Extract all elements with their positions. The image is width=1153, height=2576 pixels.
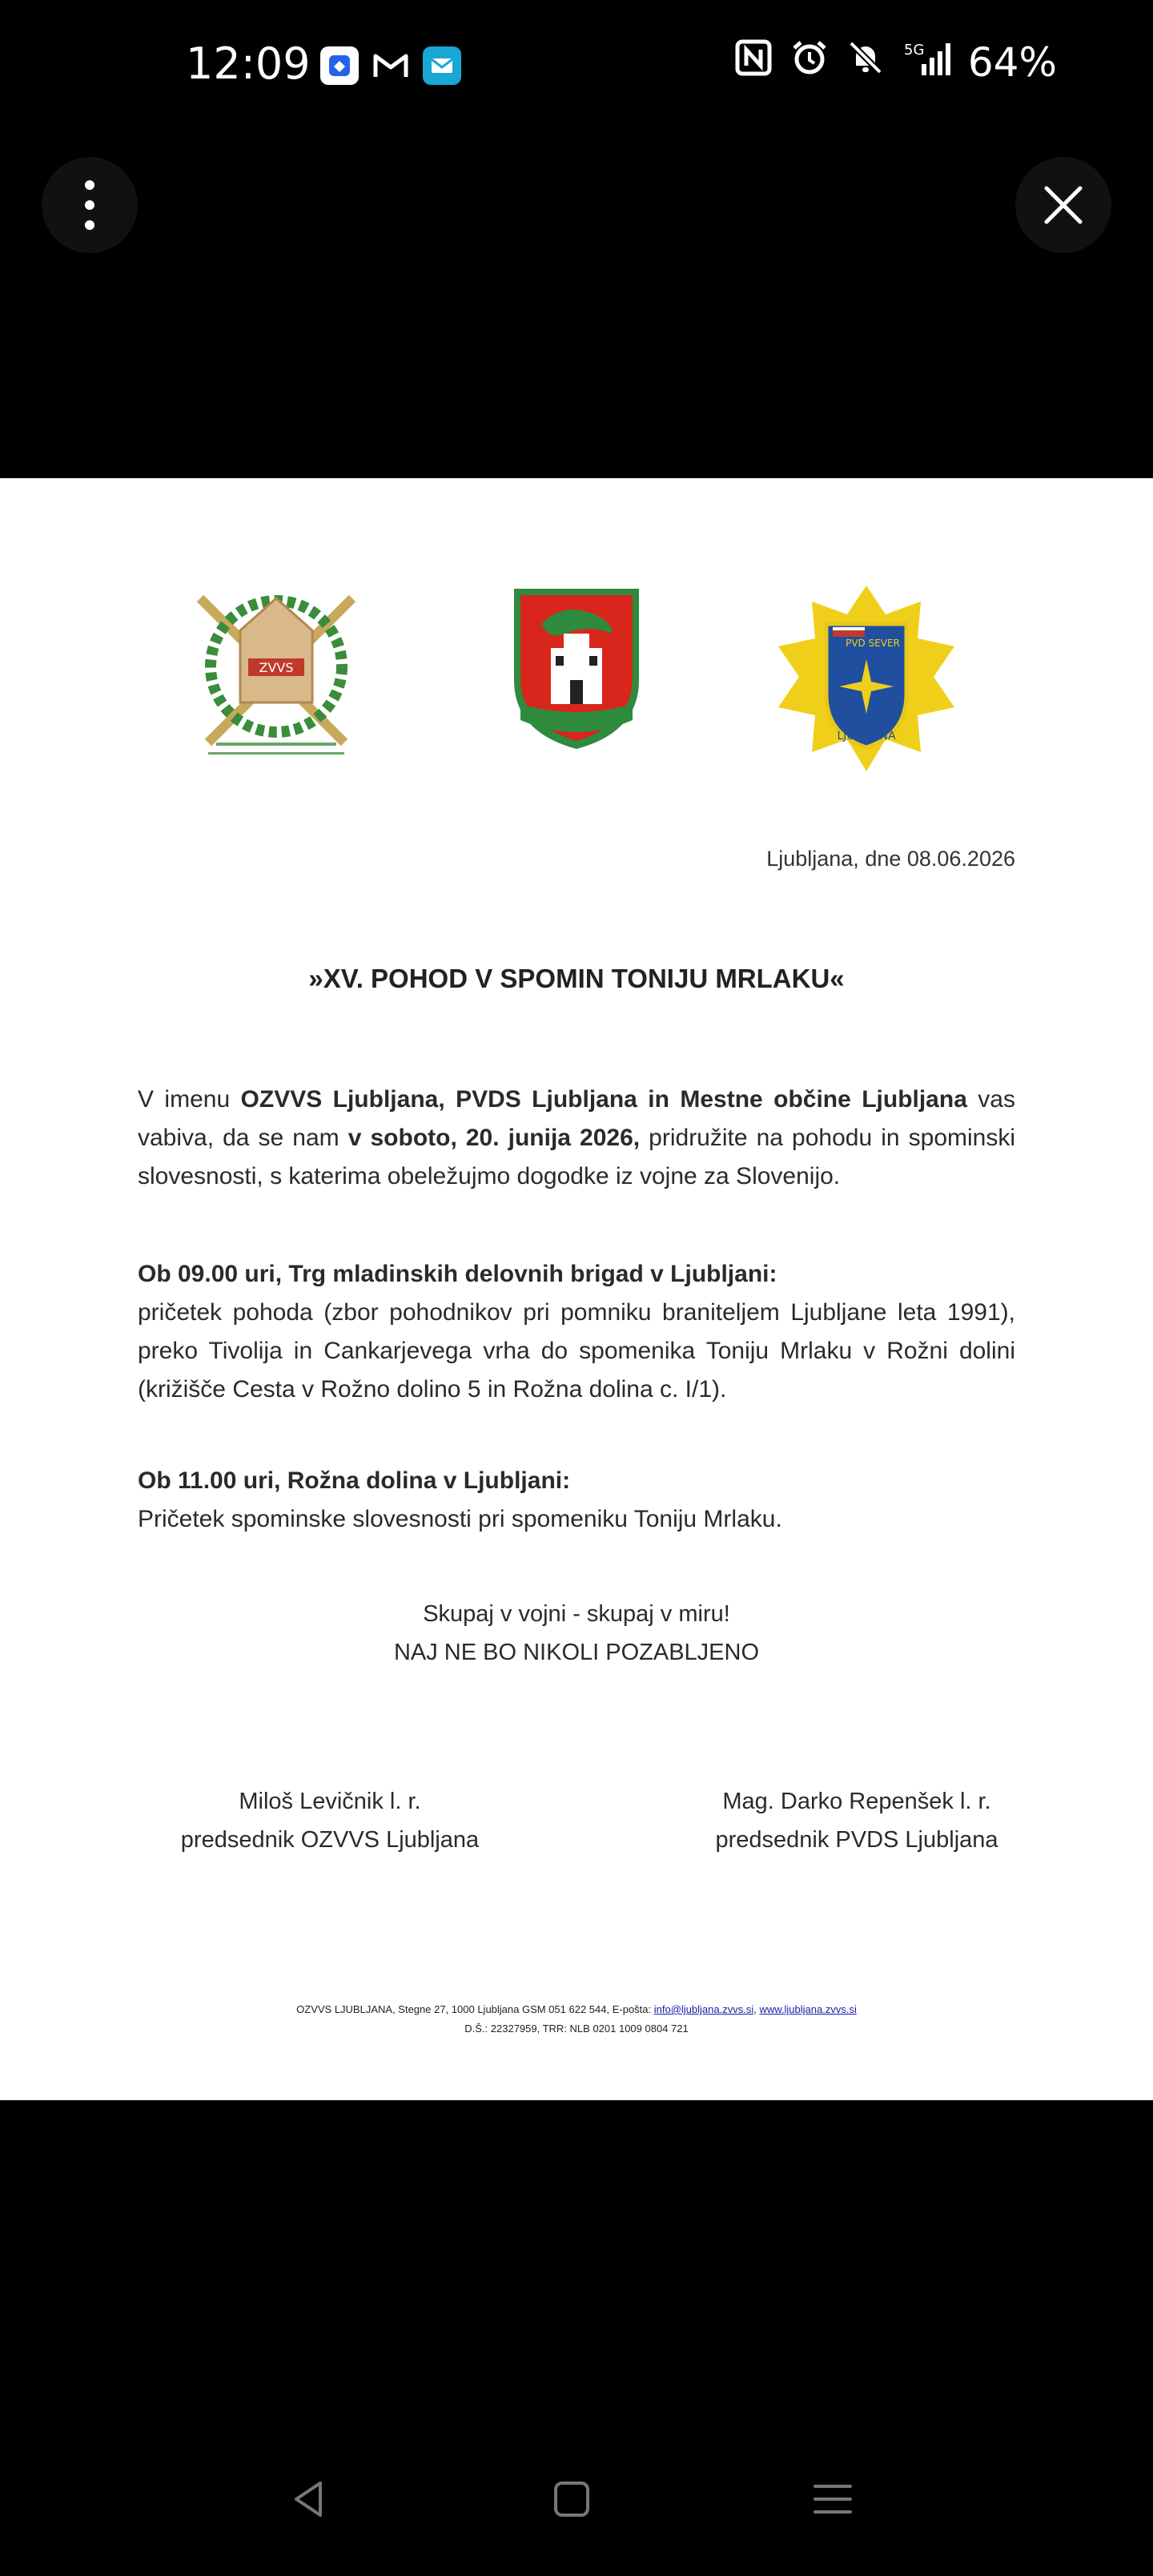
home-icon — [548, 2475, 596, 2523]
recents-icon — [809, 2475, 857, 2523]
motto-line-2: NAJ NE BO NIKOLI POZABLJENO — [393, 1640, 760, 1665]
signature-right — [649, 1782, 1065, 1859]
footer-address: OZVVS LJUBLJANA, Stegne 27, 1000 Ljubljana GSM 051 622 544, E-pošta: — [296, 2003, 654, 2015]
ljubljana-coat-of-arms — [509, 584, 644, 752]
close-icon — [1043, 185, 1083, 225]
footer-email-link[interactable]: info@ljubljana.zvvs.si — [653, 2003, 754, 2015]
notification-icons — [320, 46, 461, 85]
intro-text-3: pridružite na pohodu in spominski slovesnosti, s katerima obeležujmo dogodke iz vojne za Slovenijo. — [138, 1125, 1016, 1189]
mail-app-icon — [423, 46, 461, 85]
status-time: 12:09 — [186, 38, 311, 89]
more-vertical-icon — [82, 177, 98, 233]
section-2-heading: Ob 11.00 uri, Rožna dolina v Ljubljani: — [138, 1467, 571, 1494]
status-right — [734, 38, 1057, 87]
section-2-text: Pričetek spominske slovesnosti pri spomeniku Toniju Mrlaku. — [138, 1506, 782, 1532]
signature-left — [122, 1782, 538, 1859]
close-button[interactable] — [1015, 157, 1111, 253]
back-button[interactable] — [285, 2475, 333, 2527]
nfc-icon — [734, 38, 773, 87]
intro-date: v soboto, 20. junija 2026, — [348, 1125, 641, 1151]
section-1 — [138, 1255, 1015, 1409]
svg-text:5G: 5G — [903, 41, 925, 58]
bell-muted-icon — [846, 38, 885, 87]
document-title: »XV. POHOD V SPOMIN TONIJU MRLAKU« — [308, 964, 845, 993]
pvd-sever-logo — [769, 582, 964, 775]
zvvs-logo — [184, 582, 368, 775]
section-1-text: pričetek pohoda (zbor pohodnikov pri pomniku braniteljem Ljubljane leta 1991), preko Tivolija in Cankarjevega vrha do spomenika Toniju Mrlaku v Rožni dolini (križišče Cesta v Rožno dolino 5 in Rožna dolina c. I/1). — [138, 1299, 1015, 1403]
signature-right-name: Mag. Darko Repenšek l. r. — [722, 1789, 991, 1814]
more-options-button[interactable] — [42, 157, 138, 253]
svg-text:ZVVS: ZVVS — [259, 660, 294, 675]
home-button[interactable] — [548, 2475, 596, 2527]
intro-paragraph — [138, 1081, 1015, 1196]
dateline: Ljubljana, dne 08.06.2026 — [766, 847, 1015, 871]
intro-text-2: vas vabiva, da se nam — [138, 1086, 1015, 1151]
status-bar — [0, 0, 1153, 136]
document-image — [0, 478, 1153, 2100]
navigation-bar — [0, 2451, 1153, 2555]
recents-button[interactable] — [809, 2475, 857, 2527]
back-icon — [285, 2475, 333, 2523]
footer-website-link[interactable]: www.ljubljana.zvvs.si — [759, 2003, 857, 2015]
section-1-heading: Ob 09.00 uri, Trg mladinskih delovnih brigad v Ljubljani: — [138, 1261, 777, 1287]
svg-text:PVD SEVER: PVD SEVER — [846, 638, 900, 649]
footer-line-2: D.Š.: 22327959, TRR: NLB 0201 1009 0804 721 — [464, 2023, 689, 2035]
section-2 — [138, 1462, 1015, 1539]
app-blue-icon — [320, 46, 359, 85]
document-footer — [0, 2000, 1153, 2039]
alarm-icon — [790, 38, 829, 87]
intro-organizers: OZVVS Ljubljana, PVDS Ljubljana in Mestne občine Ljubljana — [240, 1086, 967, 1113]
intro-text-1: V imenu — [138, 1086, 241, 1113]
battery-percent: 64% — [967, 39, 1057, 86]
signal-icon — [902, 40, 950, 86]
motto-line-1: Skupaj v vojni - skupaj v miru! — [423, 1601, 730, 1627]
signature-left-name: Miloš Levičnik l. r. — [239, 1789, 421, 1814]
motto — [0, 1595, 1153, 1672]
signature-right-role: predsednik PVDS Ljubljana — [715, 1827, 998, 1853]
gmail-icon — [372, 46, 410, 85]
footer-separator: , — [753, 2003, 760, 2015]
footer-line-1 — [0, 2000, 1153, 2019]
signature-left-role: predsednik OZVVS Ljubljana — [180, 1827, 480, 1853]
svg-text:LJUBLJANA: LJUBLJANA — [837, 730, 896, 743]
logos-row — [0, 582, 1153, 775]
